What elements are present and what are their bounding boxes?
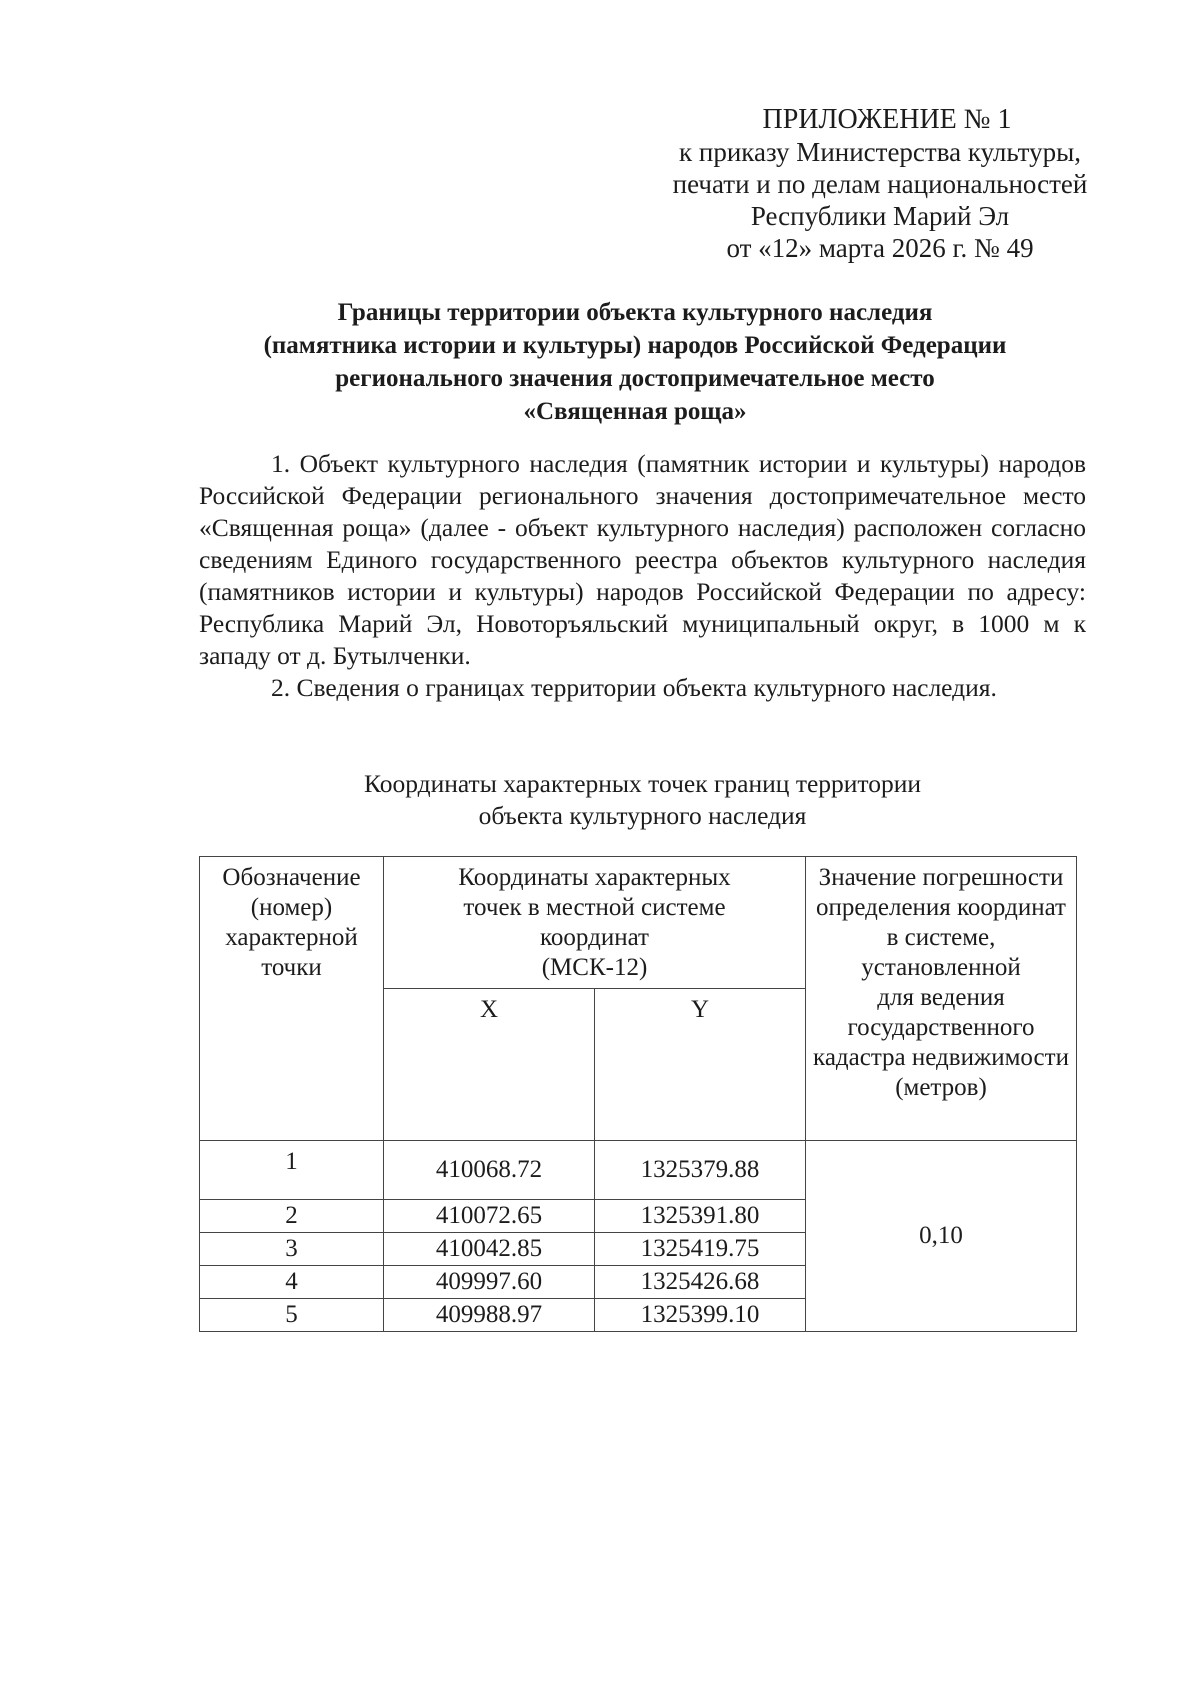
cell-point-number: 2: [200, 1200, 384, 1233]
header-accuracy-line: государственного: [847, 1014, 1035, 1041]
cell-y: 1325399.10: [595, 1299, 806, 1332]
paragraph-2: 2. Сведения о границах территории объекта культурного наследия.: [271, 673, 997, 702]
table-caption-line-1: Координаты характерных точек границ территории: [363, 769, 922, 798]
paragraph-1: 1. Объект культурного наследия (памятник истории и культуры) народов Российской Федерации регионального значения достопримечательное место «Священная роща» (далее - объект культурного наследия) расположен согласно сведениям Единого государственного реестра объектов культурного наследия (памятников истории и культуры) народов Российской Федерации по адресу: Республика Марий Эл, Новоторъяльский муниципальный округ, в 1000 м к западу от д. Бутылченки.: [199, 449, 1086, 670]
appendix-line-1: к приказу Министерства культуры,: [679, 137, 1081, 167]
document-title: [180, 296, 1090, 428]
cell-point-number: 3: [200, 1233, 384, 1266]
header-num-line: Обозначение: [222, 864, 361, 891]
header-coords-line: (МСК-12): [541, 954, 648, 981]
header-accuracy-line: Значение погрешности: [818, 864, 1064, 891]
cell-y: 1325426.68: [595, 1266, 806, 1299]
title-line-4: «Священная роща»: [523, 398, 747, 425]
header-accuracy-line: (метров): [895, 1074, 987, 1101]
cell-point-number: 1: [200, 1141, 384, 1200]
header-accuracy: [806, 857, 1077, 1141]
header-num-line: точки: [261, 954, 322, 981]
header-y: Y: [595, 989, 806, 1141]
cell-y: 1325419.75: [595, 1233, 806, 1266]
header-accuracy-line: установленной: [861, 954, 1021, 981]
title-line-1: Границы территории объекта культурного наследия: [337, 299, 933, 326]
cell-y: 1325391.80: [595, 1200, 806, 1233]
header-accuracy-line: для ведения: [877, 984, 1005, 1011]
cell-y: 1325379.88: [595, 1141, 806, 1200]
header-accuracy-line: определения координат: [816, 894, 1066, 921]
cell-x: 410042.85: [384, 1233, 595, 1266]
table-header-row: [200, 857, 1077, 989]
header-accuracy-line: кадастра недвижимости: [813, 1044, 1069, 1071]
appendix-title: ПРИЛОЖЕНИЕ № 1: [762, 104, 1012, 135]
cell-x: 410072.65: [384, 1200, 595, 1233]
cell-x: 409997.60: [384, 1266, 595, 1299]
header-coords-line: координат: [540, 924, 649, 951]
header-coordinates: [384, 857, 806, 989]
cell-point-number: 4: [200, 1266, 384, 1299]
title-line-2: (памятника истории и культуры) народов Российской Федерации: [263, 332, 1007, 359]
header-point-number: [200, 857, 384, 1141]
table-caption-line-2: объекта культурного наследия: [478, 801, 807, 830]
appendix-header: [640, 104, 1120, 264]
appendix-line-3: Республики Марий Эл: [750, 201, 1010, 231]
table-row: [200, 1141, 1077, 1200]
coordinates-table: [199, 856, 1077, 1332]
cell-point-number: 5: [200, 1299, 384, 1332]
header-x: X: [384, 989, 595, 1141]
cell-x: 410068.72: [384, 1141, 595, 1200]
cell-accuracy: 0,10: [806, 1141, 1077, 1332]
table-caption: [199, 768, 1086, 832]
header-coords-line: Координаты характерных: [458, 864, 731, 891]
appendix-line-2: печати и по делам национальностей: [672, 169, 1088, 199]
header-coords-line: точек в местной системе: [463, 894, 726, 921]
header-num-line: (номер): [250, 894, 333, 921]
title-line-3: регионального значения достопримечательное место: [335, 365, 935, 392]
header-num-line: характерной: [225, 924, 358, 951]
appendix-line-4: от «12» марта 2026 г. № 49: [726, 233, 1034, 263]
body-text: [199, 448, 1086, 704]
header-accuracy-line: в системе,: [886, 924, 996, 951]
cell-x: 409988.97: [384, 1299, 595, 1332]
